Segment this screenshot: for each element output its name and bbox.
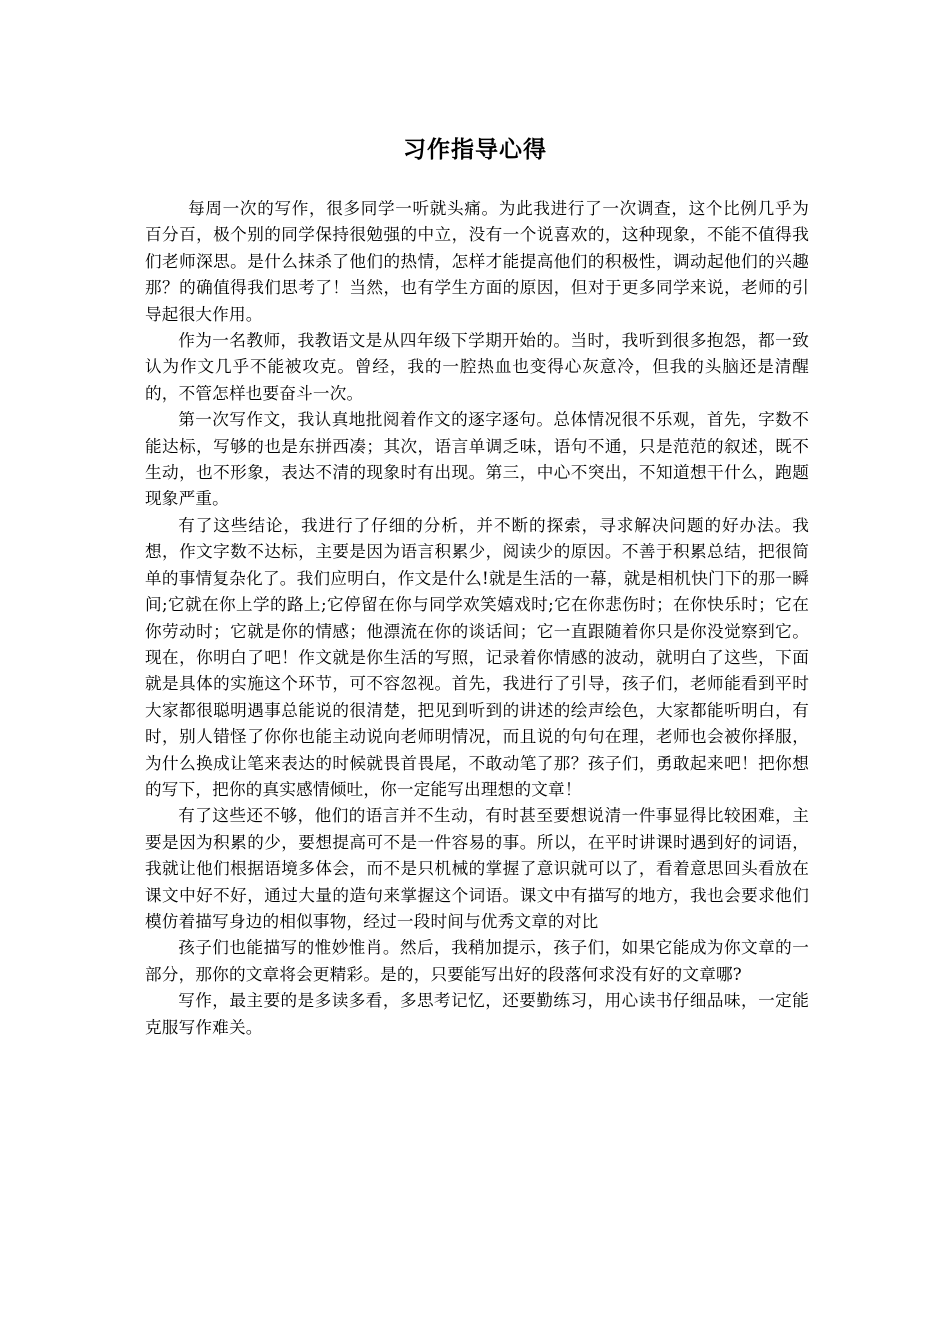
document-title: 习作指导心得	[403, 137, 547, 163]
paragraph-1: 每周一次的写作，很多同学一听就头痛。为此我进行了一次调查，这个比例几乎为百分百，极个别的同学保持很勉强的中立，没有一个说喜欢的，这种现象，不能不值得我们老师深思。是什么抹杀了他们的热情，怎样才能提高他们的积极性，调动起他们的兴趣那？的确值得我们思考了！当然，也有学生方面的原因，但对于更多同学来说，老师的引导起很大作用。	[145, 199, 809, 324]
paragraph-6: 孩子们也能描写的惟妙惟肖。然后，我稍加提示，孩子们，如果它能成为你文章的一部分，那你的文章将会更精彩。是的，只要能写出好的段落何求没有好的文章哪?	[145, 938, 809, 984]
paragraph-4: 有了这些结论，我进行了仔细的分析，并不断的探索，寻求解决问题的好办法。我想，作文字数不达标，主要是因为语言积累少，阅读少的原因。不善于积累总结，把很简单的事情复杂化了。我们应明白，作文是什么!就是生活的一幕，就是相机快门下的那一瞬间;它就在你上学的路上;它停留在你与同学欢笑嬉戏时;它在你悲伤时；在你快乐时；它在你劳动时；它就是你的情感；他漂流在你的谈话间；它一直跟随着你只是你没觉察到它。现在，你明白了吧！作文就是你生活的写照，记录着你情感的波动，就明白了这些，下面就是具体的实施这个环节，可不容忽视。首先，我进行了引导，孩子们，老师能看到平时大家都很聪明遇事总能说的很清楚，把见到听到的讲述的绘声绘色，大家都能听明白，有时，别人错怪了你你也能主动说向老师明情况，而且说的句句在理，老师也会被你择服，为什么换成让笔来表达的时候就畏首畏尾，不敢动笔了那？孩子们，勇敢起来吧！把你想的写下，把你的真实感情倾吐，你一定能写出理想的文章！	[145, 515, 809, 799]
paragraph-3: 第一次写作文，我认真地批阅着作文的逐字逐句。总体情况很不乐观，首先，字数不能达标，写够的也是东拼西凑；其次，语言单调乏味，语句不通，只是范范的叙述，既不生动，也不形象，表达不清的现象时有出现。第三，中心不突出，不知道想干什么，跑题现象严重。	[145, 410, 809, 509]
paragraph-2: 作为一名教师，我教语文是从四年级下学期开始的。当时，我听到很多抱怨，都一致认为作文几乎不能被攻克。曾经，我的一腔热血也变得心灰意冷，但我的头脑还是清醒的，不管怎样也要奋斗一次。	[145, 331, 809, 403]
document-body	[145, 196, 809, 1041]
paragraph-5: 有了这些还不够，他们的语言并不生动，有时甚至要想说清一件事显得比较困难，主要是因为积累的少，要想提高可不是一件容易的事。所以，在平时讲课时遇到好的词语，我就让他们根据语境多体会，而不是只机械的掌握了意识就可以了，看着意思回头看放在课文中好不好，通过大量的造句来掌握这个词语。课文中有描写的地方，我也会要求他们模仿着描写身边的相似事物，经过一段时间与优秀文章的对比	[145, 806, 809, 931]
paragraph-7: 写作，最主要的是多读多看，多思考记忆，还要勤练习，用心读书仔细品味，一定能克服写作难关。	[145, 991, 809, 1037]
